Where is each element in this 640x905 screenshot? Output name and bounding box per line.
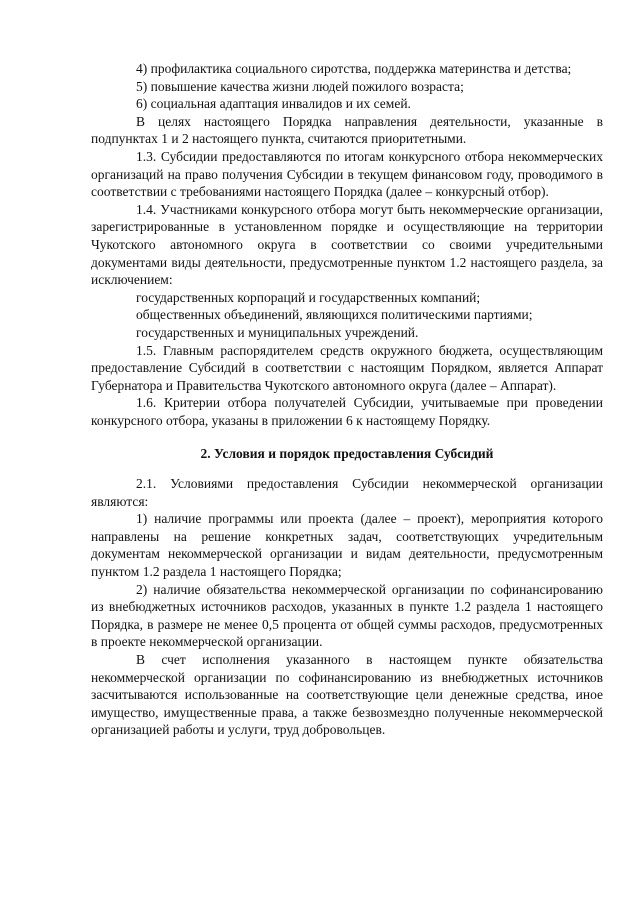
exclusion-item: государственных корпораций и государственных компаний; [136,289,481,305]
list-item-6: 6) социальная адаптация инвалидов и их семей. [136,96,411,112]
spacer [91,429,603,445]
document-body [91,60,603,739]
paragraph-1-4: 1.4. Участниками конкурсного отбора могут быть некоммерческие организации, зарегистрированные в установленном порядке и осуществляющие на территории Чукотского автономного округа в соответствии со своими учредительными документами виды деятельности, предусмотренные пунктом 1.2 настоящего раздела, за исключением: [91,201,603,288]
cofinancing-paragraph: В счет исполнения указанного в настоящем пункте обязательства некоммерческой организации по софинансированию из внебюджетных источников засчитываются использованные на соответствующие цели денежные средства, иное имущество, имущественные права, а также безвозмездно полученные некоммерческой организацией работы и услуги, труд добровольцев. [91,652,603,738]
paragraph-1-3: 1.3. Субсидии предоставляются по итогам конкурсного отбора некоммерческих организаций на право получения Субсидии в текущем финансовом году, проводимого в соответствии с требованиями настоящего Порядка (далее – конкурсный отбор). [91,148,603,200]
paragraph-2-1: 2.1. Условиями предоставления Субсидии некоммерческой организации являются: [91,476,603,509]
condition-2: 2) наличие обязательства некоммерческой организации по софинансированию из внебюджетных источников расходов, указанных в пункте 1.2 раздела 1 настоящего Порядка, в размере не менее 0,5 процента от общей суммы расходов, предусмотренных в проекте некоммерческой организации. [91,581,603,650]
exclusion-item: общественных объединений, являющихся политическими партиями; [136,307,533,323]
list-item-4: 4) профилактика социального сиротства, поддержка материнства и детства; [136,61,572,76]
priority-paragraph: В целях настоящего Порядка направления деятельности, указанные в подпунктах 1 и 2 настоящего пункта, считаются приоритетными. [91,113,603,147]
paragraph-1-6: 1.6. Критерии отбора получателей Субсидии, учитываемые при проведении конкурсного отбора, указаны в приложении 6 к настоящему Порядку. [91,395,603,428]
condition-1: 1) наличие программы или проекта (далее – проект), мероприятия которого направлены на решение конкретных задач, соответствующих учредительным документам некоммерческой организации и видам деятельности, предусмотренным пунктом 1.2 раздела 1 настоящего Порядка; [91,511,603,580]
paragraph-1-5: 1.5. Главным распорядителем средств окружного бюджета, осуществляющим предоставление Субсидий в соответствии с настоящим Порядком, является Аппарат Губернатора и Правительства Чукотского автономного округа (далее – Аппарат). [91,342,603,393]
spacer [91,463,603,475]
list-item-5: 5) повышение качества жизни людей пожилого возраста; [136,78,464,94]
section-heading: 2. Условия и порядок предоставления Субсидий [200,446,494,462]
exclusion-item: государственных и муниципальных учреждений. [136,324,419,340]
